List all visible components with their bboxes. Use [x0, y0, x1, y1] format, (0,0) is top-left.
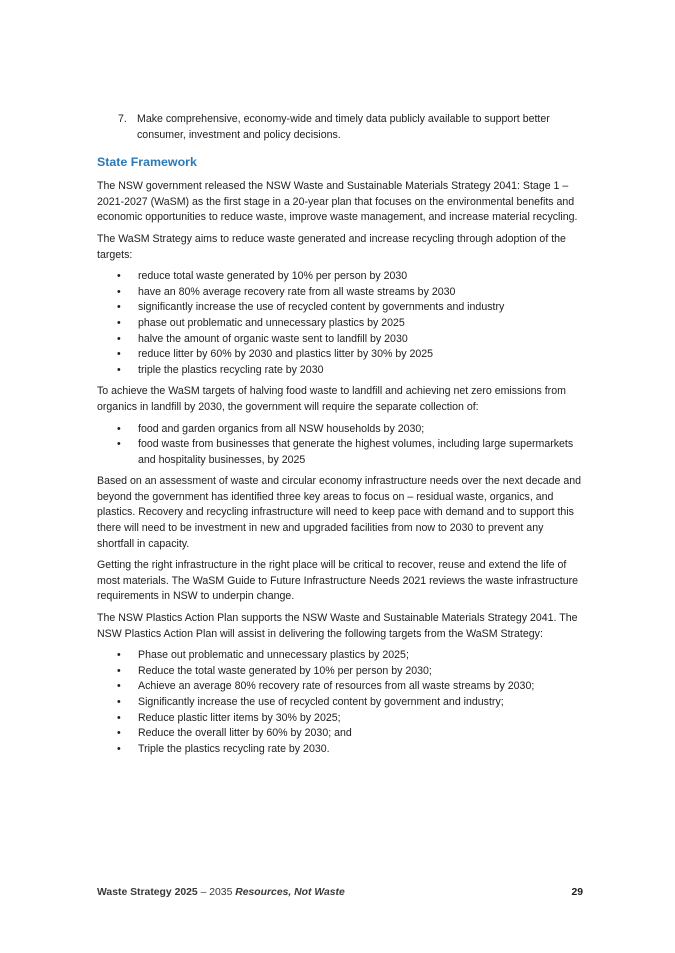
list-item: • food and garden organics from all NSW households by 2030;: [97, 422, 583, 438]
paragraph-targets-intro: The WaSM Strategy aims to reduce waste generated and increase recycling through adoption of the targets:: [97, 232, 566, 261]
bullet-icon: •: [117, 696, 121, 708]
paragraph-wasm-intro: The NSW government released the NSW Waste and Sustainable Materials Strategy 2041: Stage 1 – 2021-2027 (WaSM) as the first stage in a 20-year plan that focuses on the environmental benefits and economic opportunities to reduce waste, improve waste management, and increase material recycling.: [97, 180, 578, 224]
bullet-icon: •: [117, 348, 121, 361]
bullet-icon: •: [117, 727, 121, 740]
paragraph-plastics-plan: The NSW Plastics Action Plan supports the NSW Waste and Sustainable Materials Strategy 2041. The NSW Plastics Action Plan will assist in delivering the following targets from the WaSM Strategy:: [97, 612, 578, 640]
list-item: • Achieve an average 80% recovery rate of resources from all waste streams by 2030;: [97, 679, 583, 695]
list-item: • halve the amount of organic waste sent to landfill by 2030: [97, 332, 583, 348]
list-item: • Significantly increase the use of recycled content by government and industry;: [97, 695, 583, 711]
list-item: • Reduce the overall litter by 60% by 2030; and: [97, 726, 583, 742]
numbered-item: [97, 112, 583, 143]
list-item: • have an 80% average recovery rate from all waste streams by 2030: [97, 285, 583, 301]
list-item: • Triple the plastics recycling rate by 2030.: [97, 742, 583, 758]
list-item: • reduce total waste generated by 10% per person by 2030: [97, 269, 583, 285]
bullet-icon: •: [117, 332, 121, 345]
paragraph-infrastructure-guide: Getting the right infrastructure in the right place will be critical to recover, reuse and extend the life of most materials. The WaSM Guide to Future Infrastructure Needs 2021 reviews the waste infrastructure requirements in NSW to underpin change.: [97, 559, 579, 603]
list-item: • triple the plastics recycling rate by 2030: [97, 363, 583, 379]
list-item: • reduce litter by 60% by 2030 and plastics litter by 30% by 2025: [97, 347, 583, 363]
collection-list: [97, 422, 583, 469]
list-item: • significantly increase the use of recycled content by governments and industry: [97, 300, 583, 316]
bullet-icon: •: [117, 363, 121, 376]
bullet-icon: •: [117, 285, 121, 298]
footer-title: Waste Strategy 2025 – 2035 Resources, Not Waste: [97, 887, 345, 898]
page-content: [97, 112, 583, 763]
paragraph-infrastructure-needs: Based on an assessment of waste and circular economy infrastructure needs over the next decade and beyond the government has identified three key areas to focus on – residual waste, organics, and plastics. Recovery and recycling infrastructure will need to keep pace with demand and to support this there will need to be investment in new and upgraded facilities from now to 2030 to prevent any shortfall in capacity.: [97, 475, 582, 550]
bullet-icon: •: [117, 438, 121, 451]
page-footer: [97, 887, 583, 903]
list-item: • food waste from businesses that generate the highest volumes, including large supermarkets and hospitality businesses, by 2025: [117, 438, 574, 466]
bullet-icon: •: [117, 301, 121, 314]
bullet-icon: •: [117, 711, 121, 724]
paragraph-collection-intro: To achieve the WaSM targets of halving food waste to landfill and achieving net zero emissions from organics in landfill by 2030, the government will require the separate collection of:: [97, 385, 566, 413]
item-number: 7.: [118, 113, 127, 125]
bullet-icon: •: [117, 649, 121, 662]
bullet-icon: •: [117, 270, 121, 283]
page-number: 29: [571, 887, 583, 898]
section-heading: State Framework: [97, 155, 197, 170]
list-item: • Reduce plastic litter items by 30% by 2025;: [97, 711, 583, 727]
list-item: • phase out problematic and unnecessary plastics by 2025: [97, 316, 583, 332]
bullet-icon: •: [117, 316, 121, 329]
item-text: Make comprehensive, economy-wide and timely data publicly available to support better consumer, investment and policy decisions.: [137, 113, 550, 141]
bullet-icon: •: [117, 680, 121, 693]
list-item: • Reduce the total waste generated by 10% per person by 2030;: [97, 664, 583, 680]
bullet-icon: •: [117, 742, 121, 755]
bullet-icon: •: [117, 422, 121, 435]
list-item: • Phase out problematic and unnecessary plastics by 2025;: [97, 648, 583, 664]
plastics-targets-list: [97, 648, 583, 757]
targets-list: [97, 269, 583, 378]
bullet-icon: •: [117, 664, 121, 677]
